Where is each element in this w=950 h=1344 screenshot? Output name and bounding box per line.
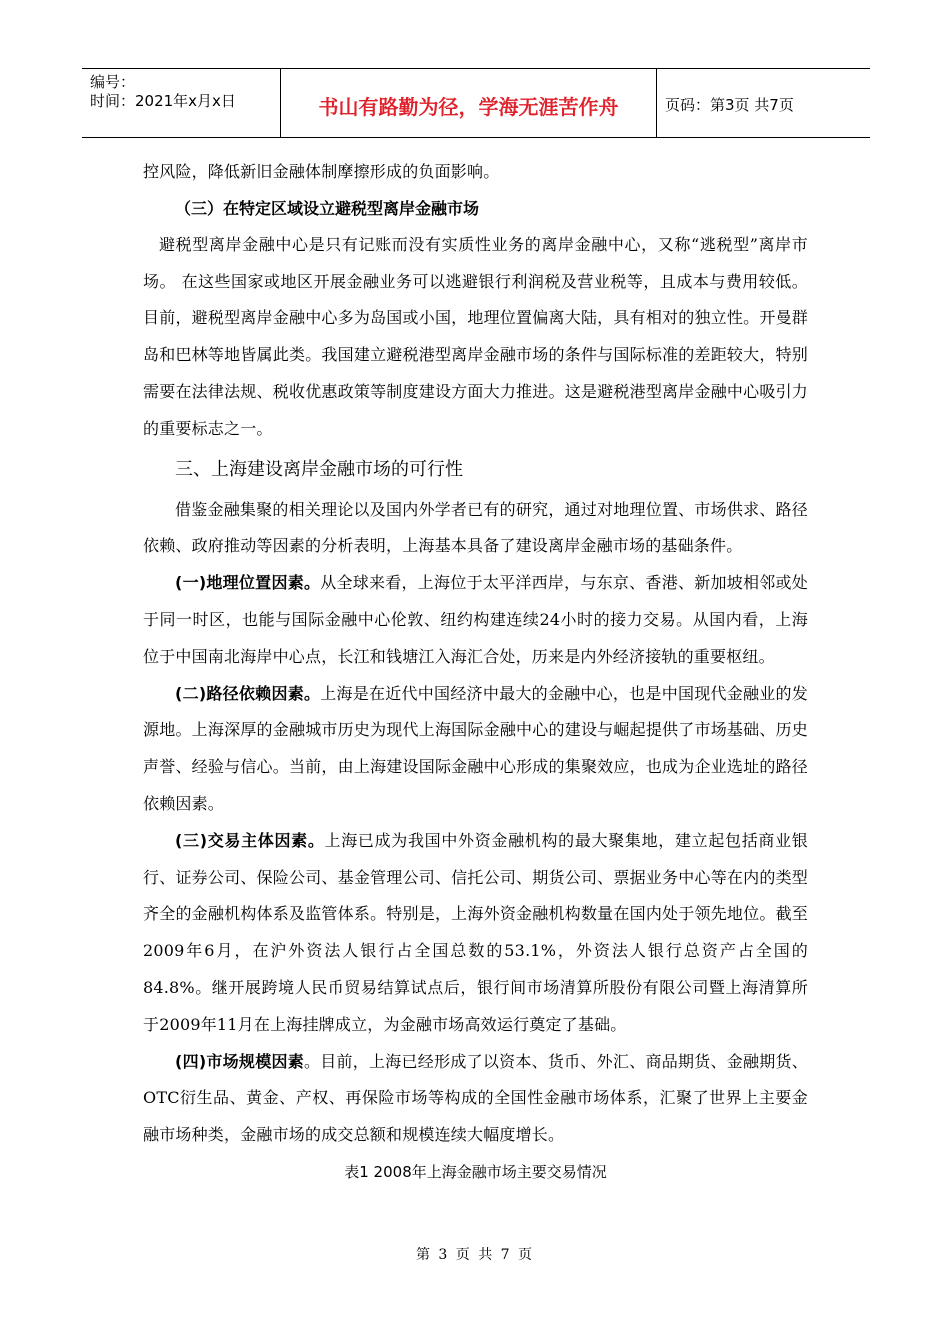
- paragraph-intro: 借鉴金融集聚的相关理论以及国内外学者已有的研究，通过对地理位置、市场供求、路径依赖、政府推动等因素的分析表明，上海基本具备了建设离岸金融市场的基础条件。: [143, 499, 808, 556]
- subheading-tax-haven: （三）在特定区域设立避税型离岸金融市场: [175, 198, 480, 218]
- market-entities-text: 上海已成为我国中外资金融机构的最大聚集地，建立起包括商业银行、证券公司、保险公司、基金管理公司、信托公司、期货公司、票据业务中心等在内的类型齐全的金融机构体系及监管体系。特别是，上海外资金融机构数量在国内处于领先地位。截至2009年6月，在沪外资法人银行占全国总数的53.1%，外资法人银行总资产占全国的84.8%。继开展跨境人民币贸易结算试点后，银行间市场清算所股份有限公司暨上海清算所于2009年11月在上海挂牌成立，为金融市场高效运行奠定了基础。: [143, 830, 808, 1034]
- page-footer: 第 3 页 共 7 页: [415, 1247, 535, 1263]
- document-body: [143, 154, 808, 1190]
- document-header: [82, 68, 870, 138]
- path-dependence-lead: (二)路径依赖因素。: [175, 683, 321, 703]
- paragraph-tax-haven: 避税型离岸金融中心是只有记账而没有实质性业务的离岸金融中心，又称“逃税型”离岸市场。 在这些国家或地区开展金融业务可以逃避银行利润税及营业税等，且成本与费用较低。目前，避税型离岸金融中心多为岛国或小国，地理位置偏离大陆，具有相对的独立性。开曼群岛和巴林等地皆属此类。我国建立避税港型离岸金融市场的条件与国际标准的差距较大，特别需要在法律法规、税收优惠政策等制度建设方面大力推进。这是避税港型离岸金融中心吸引力的重要标志之一。: [143, 234, 808, 438]
- date-label: 时间：2021年x月x日: [90, 92, 236, 110]
- table-caption: 表1 2008年上海金融市场主要交易情况: [344, 1162, 607, 1181]
- paragraph-market-scale: [143, 1044, 808, 1154]
- path-dependence-text: 上海是在近代中国经济中最大的金融中心，也是中国现代金融业的发源地。上海深厚的金融城市历史为现代上海国际金融中心的建设与崛起提供了市场基础、历史声誉、经验与信心。当前，由上海建设国际金融中心形成的集聚效应，也成为企业选址的路径依赖因素。: [143, 683, 808, 813]
- header-page-label: 页码：第3页 共7页: [665, 96, 794, 114]
- market-entities-lead: (三)交易主体因素。: [175, 830, 325, 850]
- paragraph-path-dependence: [143, 676, 808, 823]
- geography-lead: (一)地理位置因素。: [175, 573, 321, 593]
- market-scale-lead: (四)市场规模因素: [175, 1051, 304, 1071]
- section-heading: 三、上海建设离岸金融市场的可行性: [175, 458, 463, 480]
- header-left-cell: [82, 69, 281, 137]
- motto-text: 书山有路勤为径，学海无涯苦作舟: [318, 95, 619, 119]
- header-page-cell: [657, 69, 870, 137]
- header-motto-cell: [281, 69, 657, 137]
- paragraph-continuation: 控风险，降低新旧金融体制摩擦形成的负面影响。: [143, 162, 500, 181]
- paragraph-market-entities: [143, 823, 808, 1044]
- paragraph-geography: [143, 565, 808, 675]
- market-scale-text: 。目前，上海已经形成了以资本、货币、外汇、商品期货、金融期货、OTC衍生品、黄金、产权、再保险市场等构成的全国性金融市场体系，汇聚了世界上主要金融市场种类，金融市场的成交总额和规模连续大幅度增长。: [143, 1051, 809, 1145]
- number-label: 编号：: [90, 73, 136, 91]
- geography-text: 从全球来看，上海位于太平洋西岸，与东京、香港、新加坡相邻或处于同一时区，也能与国际金融中心伦敦、纽约构建连续24小时的接力交易。从国内看，上海位于中国南北海岸中心点，长江和钱塘江入海汇合处，历来是内外经济接轨的重要枢纽。: [143, 573, 808, 666]
